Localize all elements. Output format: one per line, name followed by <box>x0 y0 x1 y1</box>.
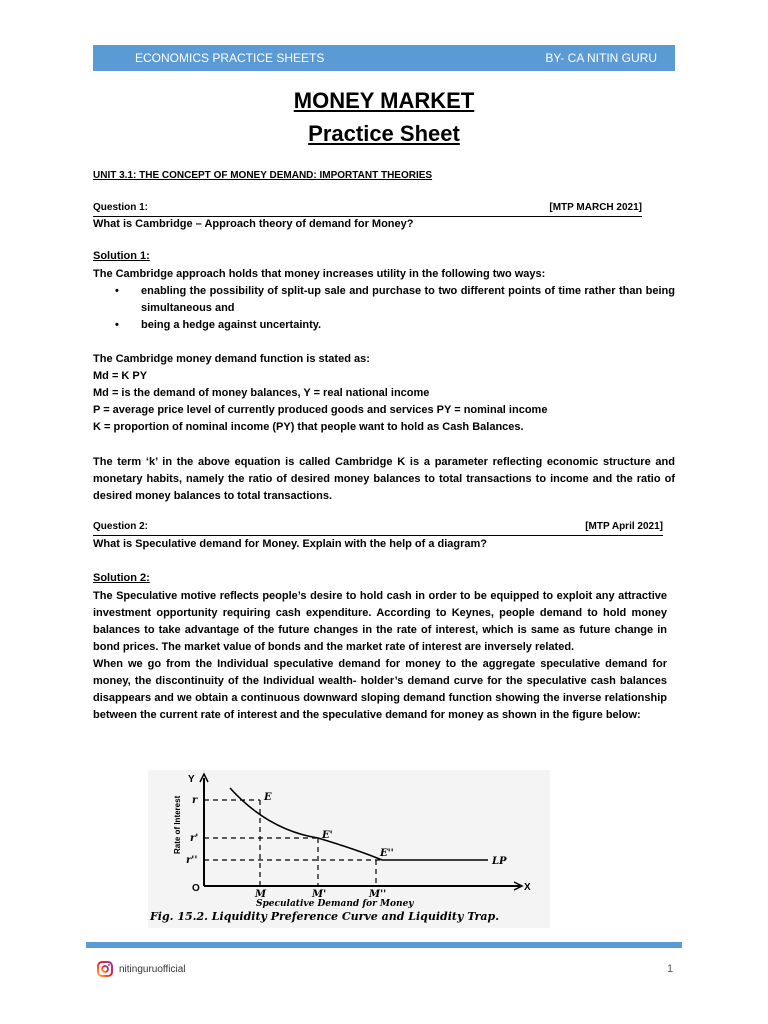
question-2-tag: [MTP April 2021] <box>585 521 663 532</box>
label-point-e: E <box>264 792 272 803</box>
label-r: r <box>192 795 198 806</box>
question-1-tag: [MTP MARCH 2021] <box>549 202 642 213</box>
unit-heading: UNIT 3.1: THE CONCEPT OF MONEY DEMAND: IMPORTANT THEORIES <box>93 170 433 181</box>
label-r-prime: r' <box>190 833 199 844</box>
solution-1-label: Solution 1: <box>93 250 150 262</box>
label-m-double-prime: M'' <box>369 889 387 900</box>
figure-diagram <box>148 770 550 928</box>
solution-1-paragraph: The term ‘k’ in the above equation is called Cambridge K is a parameter reflecting economic structure and monetary habits, namely the ratio of desired money balances to total transactions to income and the ratio of desired money balances to total transactions. <box>93 456 675 502</box>
question-2-text: What is Speculative demand for Money. Explain with the help of a diagram? <box>93 538 488 550</box>
solution-1-function <box>93 351 675 436</box>
page-header-bar <box>93 45 675 71</box>
page-number: 1 <box>667 963 674 975</box>
header-author: BY- CA NITIN GURU <box>545 51 657 65</box>
document-title: MONEY MARKET <box>293 88 475 113</box>
question-2-label: Question 2: <box>93 521 149 532</box>
origin-label: O <box>192 883 200 894</box>
solution-2-paragraph-2: When we go from the Individual speculative demand for money to the aggregate speculative demand for money, the discontinuity of the Individual wealth- holder’s demand curve for the speculative cash balances disappears and we obtain a continuous downward sloping demand function showing the inverse relationship between the current rate of interest and the speculative demand for money as shown in the figure below: <box>93 658 667 721</box>
function-intro: The Cambridge money demand function is stated as: <box>93 353 370 365</box>
equation: Md = K PY <box>93 370 148 382</box>
footer-rule <box>86 942 682 948</box>
solution-1-intro: The Cambridge approach holds that money increases utility in the following two ways: <box>93 268 546 280</box>
figure-caption: Fig. 15.2. Liquidity Preference Curve and Liquidity Trap. <box>150 910 500 923</box>
list-item: • enabling the possibility of split-up sale and purchase to two different points of time rather than being simultaneous and <box>113 283 675 317</box>
definition-md: Md = is the demand of money balances, Y = real national income <box>93 387 430 399</box>
x-axis-letter: X <box>524 882 531 893</box>
solution-1-bullets <box>93 283 675 334</box>
footer-social-handle: nitinguruofficial <box>119 964 186 975</box>
question-1-label: Question 1: <box>93 202 149 213</box>
x-axis-label: Speculative Demand for Money <box>256 899 414 909</box>
label-r-double-prime: r'' <box>186 855 198 866</box>
question-2-row <box>93 521 663 536</box>
liquidity-preference-figure <box>148 770 550 928</box>
definition-p: P = average price level of currently produced goods and services PY = nominal income <box>93 404 548 416</box>
label-m: M <box>255 889 267 900</box>
label-point-e-prime: E' <box>322 830 333 841</box>
label-lp: LP <box>492 856 507 867</box>
y-axis-label: Rate of Interest <box>173 795 182 854</box>
solution-2-label: Solution 2: <box>93 572 150 584</box>
instagram-icon <box>97 961 113 977</box>
demand-curve <box>230 788 382 860</box>
label-point-e-double-prime: E'' <box>380 848 394 859</box>
label-m-prime: M' <box>312 889 327 900</box>
document-subtitle: Practice Sheet <box>308 121 460 146</box>
y-axis-letter: Y <box>188 774 195 785</box>
definition-k: K = proportion of nominal income (PY) that people want to hold as Cash Balances. <box>93 421 524 433</box>
solution-2-body <box>93 588 667 724</box>
solution-1-body <box>93 266 675 334</box>
question-1-text: What is Cambridge – Approach theory of demand for Money? <box>93 218 414 230</box>
list-item: • being a hedge against uncertainty. <box>113 317 675 334</box>
question-1-row <box>93 202 642 217</box>
header-subject: ECONOMICS PRACTICE SHEETS <box>135 51 325 65</box>
solution-2-paragraph-1: The Speculative motive reflects people’s desire to hold cash in order to be equipped to exploit any attractive investment opportunity requiring cash expenditure. According to Keynes, people demand to hold money balances to take advantage of the future changes in the rate of interest, which is same as future change in bond prices. The market value of bonds and the market rate of interest are inversely related. <box>93 590 667 653</box>
